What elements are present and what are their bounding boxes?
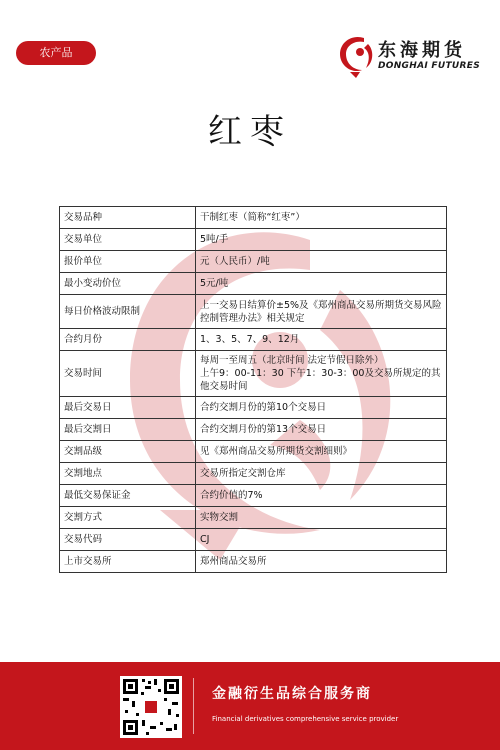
row-label: 最低交易保证金 xyxy=(60,485,196,507)
row-label: 交易单位 xyxy=(60,229,196,251)
row-value xyxy=(196,351,447,397)
row-value: 5元/吨 xyxy=(196,273,447,295)
page-title: 红枣 xyxy=(208,112,292,152)
row-value: 实物交割 xyxy=(196,507,447,529)
row-label: 上市交易所 xyxy=(60,551,196,573)
table-row xyxy=(60,273,447,295)
qr-code[interactable] xyxy=(120,676,182,738)
row-value: 1、3、5、7、9、12月 xyxy=(196,329,447,351)
dragon-logo-icon xyxy=(334,32,378,78)
table-row xyxy=(60,251,447,273)
footer-tagline-cn: 金融衍生品综合服务商 xyxy=(212,686,372,702)
row-value: 交易所指定交割仓库 xyxy=(196,463,447,485)
row-value: CJ xyxy=(196,529,447,551)
footer-banner xyxy=(0,662,500,750)
contract-spec-table xyxy=(59,206,447,573)
table-row xyxy=(60,507,447,529)
table-row xyxy=(60,419,447,441)
row-label: 交易品种 xyxy=(60,207,196,229)
table-row xyxy=(60,463,447,485)
donghai-futures-logo xyxy=(334,32,484,82)
row-label: 最小变动价位 xyxy=(60,273,196,295)
row-label: 报价单位 xyxy=(60,251,196,273)
table-row xyxy=(60,441,447,463)
table-row xyxy=(60,229,447,251)
row-label: 交割方式 xyxy=(60,507,196,529)
row-value: 元（人民币）/吨 xyxy=(196,251,447,273)
row-value: 上一交易日结算价±5%及《郑州商品交易所期货交易风险控制管理办法》相关规定 xyxy=(196,295,447,329)
table-row xyxy=(60,351,447,397)
row-label: 交易时间 xyxy=(60,351,196,397)
row-label: 每日价格波动限制 xyxy=(60,295,196,329)
footer-tagline-en: Financial derivatives comprehensive service provider xyxy=(212,715,399,723)
row-value: 5吨/手 xyxy=(196,229,447,251)
row-value: 郑州商品交易所 xyxy=(196,551,447,573)
table-row xyxy=(60,529,447,551)
row-value: 见《郑州商品交易所期货交割细则》 xyxy=(196,441,447,463)
table-row xyxy=(60,551,447,573)
row-label: 交割品级 xyxy=(60,441,196,463)
row-label: 交割地点 xyxy=(60,463,196,485)
row-value: 干制红枣（简称“红枣”） xyxy=(196,207,447,229)
row-value: 合约交割月份的第13个交易日 xyxy=(196,419,447,441)
table-row xyxy=(60,295,447,329)
qr-code-icon xyxy=(120,676,182,738)
table-row xyxy=(60,329,447,351)
table-row xyxy=(60,397,447,419)
table-row xyxy=(60,485,447,507)
trading-hours-text: 上午9：00-11：30 下午1：30-3：00及交易所规定的其他交易时间 xyxy=(200,368,441,392)
row-label: 最后交割日 xyxy=(60,419,196,441)
row-label: 最后交易日 xyxy=(60,397,196,419)
row-label: 交易代码 xyxy=(60,529,196,551)
footer-divider xyxy=(193,678,194,734)
row-value: 合约价值的7% xyxy=(196,485,447,507)
row-label: 合约月份 xyxy=(60,329,196,351)
row-value: 合约交割月份的第10个交易日 xyxy=(196,397,447,419)
table-row xyxy=(60,207,447,229)
category-badge: 农产品 xyxy=(16,41,96,65)
logo-chinese-text: 东海期货 xyxy=(378,40,466,61)
trading-days-text: 每周一至周五（北京时间 法定节假日除外） xyxy=(200,355,384,366)
logo-english-text: DONGHAI FUTURES xyxy=(378,61,480,71)
